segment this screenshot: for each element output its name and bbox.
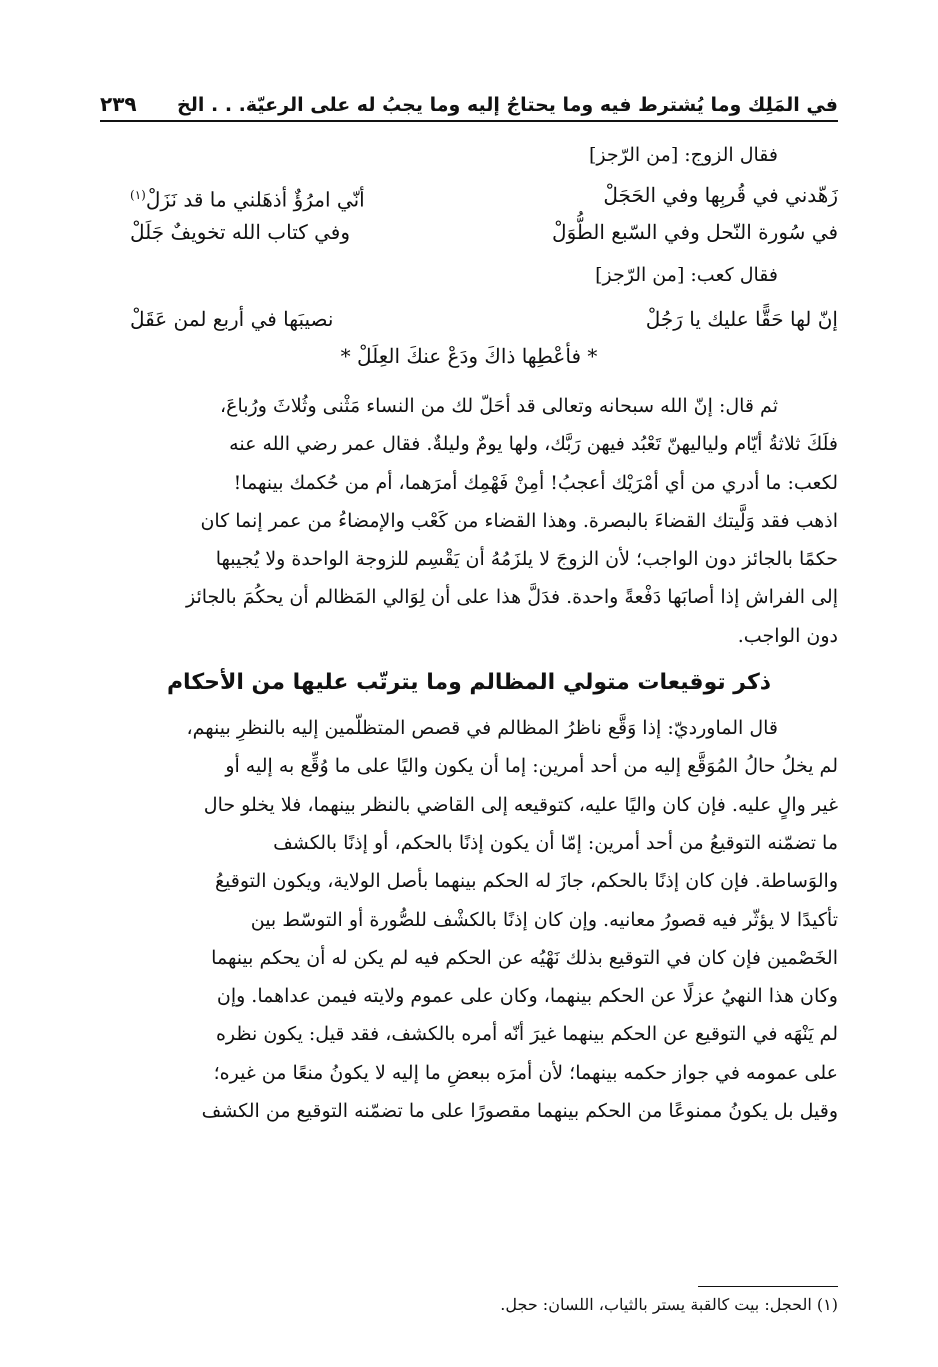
- poem-intro: فقال كعب: [من الرّجز]: [595, 264, 778, 286]
- verse-second-text: أنّي امرُؤٌ أذهَلني ما قد نَزَلْ: [145, 187, 365, 212]
- verse-line: [100, 213, 838, 250]
- verse-second-hemistich: [130, 176, 456, 213]
- verse-first-hemistich: زَهّدني في قُربِها وفي الحَجَلْ: [603, 183, 838, 207]
- text-line: والوَساطة. فإن كان إذنًا بالحكم، جازَ له الحكم بينهما بأصل الولاية، ويكون التوقيعُ: [214, 870, 838, 893]
- text-line: فلَكَ ثلاثةُ أيّام ولياليهنّ تَعْبُد فيهن رَبَّك، ولها يومٌ وليلةٌ. فقال عمر رضي الله عنه: [229, 433, 838, 456]
- text-line: لكعب: ما أدري من أي أمْرَيْك أعجبُ! أمِنْ فَهْمِك أمرَهما، أم من حُكمك بينهما!: [233, 471, 838, 494]
- text-line: لم يخلُ حالُ المُوَقَّع إليه من أحد أمرين: إما أن يكون واليًا على ما وُقِّع به إليه أو: [225, 755, 838, 778]
- footnote-divider: [698, 1286, 838, 1287]
- footnote-marker: (١): [130, 188, 146, 202]
- page-body: [100, 136, 838, 1130]
- text-line: وكان هذا النهيُ عزلًا عن الحكم بينهما، وكان على عموم ولايته فيمن عداهما. وإن: [216, 985, 838, 1008]
- verse-line: [100, 176, 838, 213]
- paragraph: [100, 387, 838, 655]
- verse-first-hemistich: في سُورة النّحل وفي السّبع الطُّوَلْ: [552, 220, 838, 244]
- text-line: تأكيدًا لا يؤثّر فيه قصورُ معانيه. وإن كان إذنًا بالكشْف للصُّورة أو التوسّط بين: [250, 908, 838, 931]
- section-heading: ذكر توقيعات متولي المظالم وما يترتّب عليها من الأحكام: [166, 670, 772, 696]
- poem-intro: فقال الزوج: [من الرّجز]: [588, 144, 778, 166]
- running-title: في المَلِك وما يُشترط فيه وما يحتاجُ إليه وما يجبُ له على الرعيّة. . . الخ: [177, 94, 838, 116]
- verse-line: [100, 300, 838, 337]
- page-number: ٢٣٩: [100, 92, 137, 116]
- text-line: ثم قال: إنّ الله سبحانه وتعالى قد أحَلّ لك من النساء مَثْنى وثُلاثَ ورُباعَ،: [220, 395, 778, 417]
- verse-second-hemistich: نصيبَها في أربع لمن عَقَلْ: [130, 307, 334, 331]
- text-line: غير والٍ عليه. فإن كان واليًا عليه، كتوقيعه إلى القاضي بالنظر بينهما، فلا يخلو حال: [203, 793, 838, 816]
- text-line: على عمومه في جواز حكمه بينهما؛ لأن أمرَه ببعضِ ما إليه لا يكونُ منعًا من غيره؛: [213, 1061, 838, 1084]
- text-line: قال الماورديّ: إذا وَقَّع ناظرُ المظالم في قصص المتظلّمين إليه بالنظرِ بينهم،: [186, 717, 778, 740]
- text-line: وقيل بل يكونُ ممنوعًا من الحكم بينهما مقصورًا على ما تضمّنه التوقيع من الكشف: [201, 1100, 838, 1123]
- text-line: إلى الفراش إذا أصابَها دَفْعةً واحدة. فدَلَّ هذا على أن لِوَالي المَظالم أن يحكُمَ بالجائز: [185, 586, 838, 609]
- running-header: [100, 82, 838, 122]
- text-line: حكمًا بالجائز دون الواجب؛ لأن الزوجَ لا يلزَمُهُ أن يَقْسِم للزوجة الواحدة ولا يُجيبها: [215, 548, 838, 571]
- text-line: لم يَنْهَه في التوقيع عن الحكم بينهما غيرَ أنّه أمره بالكشف، فقد قيل: يكون نظره: [215, 1023, 838, 1046]
- verse-single-line: * فأعْطِها ذاكَ ودَعْ عنكَ العِلَلْ *: [340, 344, 598, 368]
- text-line: الخَصْمين فإن كان في التوقيع بذلك نَهْيُه عن الحكم فيه لم يكن له أن يحكم بينهما: [211, 946, 838, 969]
- text-line: دون الواجب.: [737, 624, 838, 647]
- verse-first-hemistich: إنّ لها حَقًّا عليك يا رَجُلْ: [645, 307, 838, 331]
- footnote: (١) الحجل: بيت كالقبة يستر بالثياب، اللسان: حجل.: [500, 1295, 838, 1314]
- paragraph: [100, 709, 838, 1130]
- verse-second-hemistich: وفي كتاب الله تخويفٌ جَلَلْ: [130, 220, 350, 244]
- text-line: اذهب فقد وَلَّيتك القضاءَ بالبصرة. وهذا القضاء من كَعْب والإمضاءُ من عمر إنما كان: [200, 509, 838, 532]
- text-line: ما تضمّنه التوقيعُ من أحد أمرين: إمّا أن يكون إذنًا بالحكم، أو إذنًا بالكشف: [273, 831, 838, 854]
